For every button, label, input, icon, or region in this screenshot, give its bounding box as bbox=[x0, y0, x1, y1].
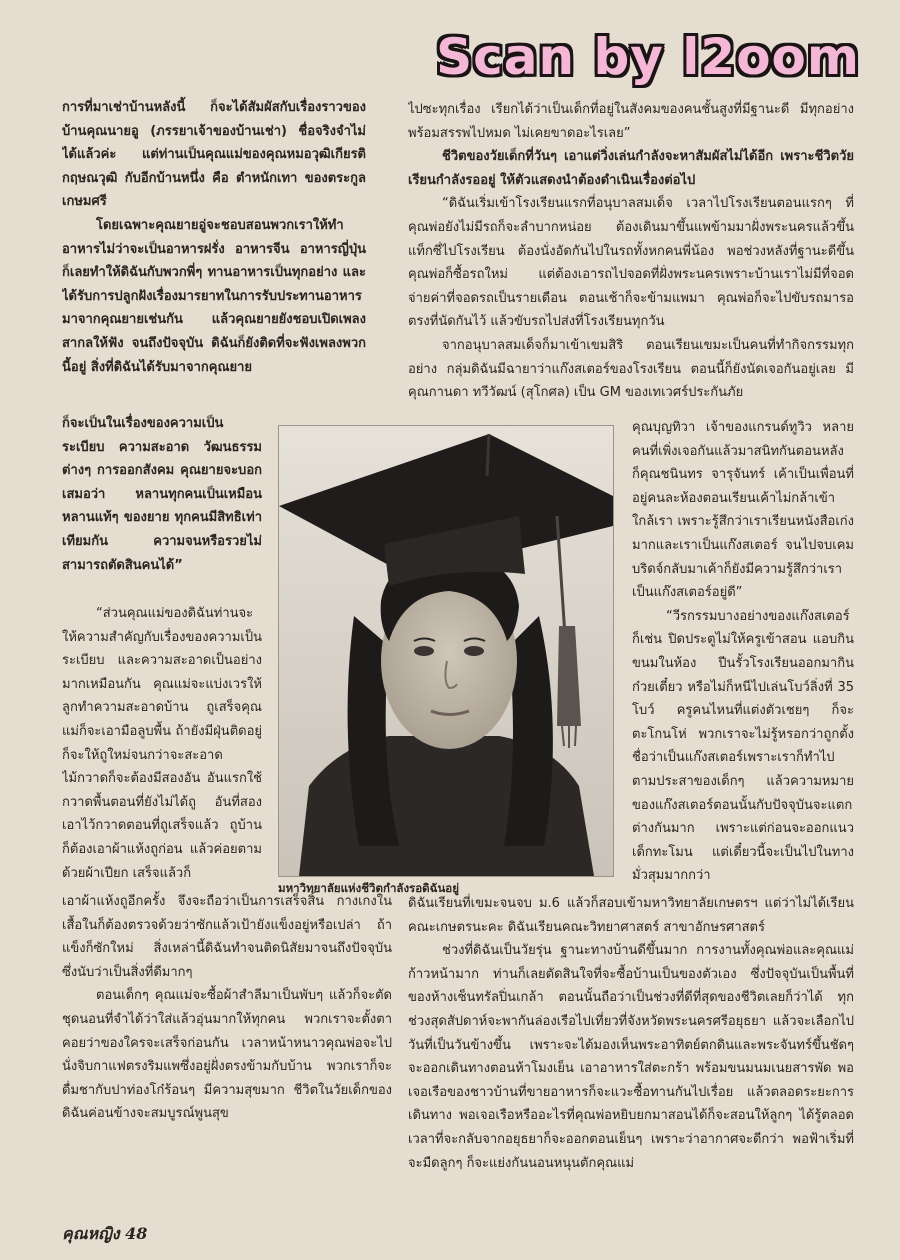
scan-watermark: Scan by l2oom bbox=[436, 28, 860, 86]
paragraph: ไปซะทุกเรื่อง เรียกได้ว่าเป็นเด็กที่อยู่ในสังคมของคนชั้นสูงที่มีฐานะดี มีทุกอย่างพร้อมสรรพไปหมด ไม่เคยขาดอะไรเลย” bbox=[408, 102, 854, 141]
paragraph: ตอนเด็กๆ คุณแม่จะซื้อผ้าสำลีมาเป็นพับๆ แล้วก็จะตัดชุดนอนที่จำได้ว่าใส่แล้วอุ่นมากให้ทุกคน พวกเราจะตั้งตาคอยว่าของใครจะเสร็จก่อนกัน เวลาหน้าหนาวคุณพ่อจะไปนั่งจิบกาแฟตรงริมแพซึ่งอยู่ฝั่งตรงข้ามกับบ้าน พวกเราก็จะดื่มชากับปาท่องโก๋ร้อนๆ มีความสุขมาก ชีวิตในวัยเด็กของดิฉันค่อนข้างจะสมบูรณ์พูนสุข bbox=[62, 988, 392, 1122]
left-column-lower bbox=[62, 602, 262, 898]
right-column-narrow bbox=[632, 416, 854, 902]
paragraph: คุณบุญทิวา เจ้าของแกรนด์ทูวิว หลายคนที่เพิ่งเจอกันแล้วมาสนิทกันตอนหลัง ก็คุณชนินทร จารุจันทร์ เค้าเป็นเพื่อนที่อยู่คนละห้องตอนเรียนเค้าไม่กล้าเข้าใกล้เรา เพราะรู้สึกว่าเราเรียนหนังสือเก่งมากและเราเป็นแก๊งสเตอร์ จนไปจบเคมบริดจ์กลับมาเค้าก็ยังมีความรู้สึกว่าเราเป็นแก๊งสเตอร์อยู่ดี” bbox=[632, 420, 854, 601]
graduation-photo bbox=[278, 425, 614, 877]
paragraph: ช่วงที่ดิฉันเป็นวัยรุ่น ฐานะทางบ้านดีขึ้นมาก การงานทั้งคุณพ่อและคุณแม่ก้าวหน้ามาก ท่านก็เลยตัดสินใจที่จะซื้อบ้านเป็นของตัวเอง ซึ่งปัจจุบันเป็นพื้นที่ของห้างเซ็นทรัลปิ่นเกล้า ตอนนั้นถือว่าเป็นช่วงที่ดีที่สุดของชีวิตเลยก็ว่าได้ ทุกช่วงสุดสัปดาห์จะพากันล่องเรือไปเที่ยวที่จังหวัดพระนครศรีอยุธยา แล้วจะเลือกไปวันที่เป็นวันข้างขึ้น เพราะจะได้มองเห็นพระอาทิตย์ตกดินและพระจันทร์ขึ้นชัดๆ จะออกเดินทางตอนห้าโมงเย็น เอาอาหารใส่ตะกร้า พร้อมขนมนมเนยสารพัด พอเจอเรือของชาวบ้านที่ขายอาหารก็จะแวะซื้อทานกันไปเรื่อย แล้วตลอดระยะการเดินทาง พอเจอเรือหรืออะไรที่คุณพ่อหยิบยกมาสอนได้ก็จะสอนให้ลูกๆ ได้รู้ตลอด เวลาที่จะกลับจากอยุธยาก็จะออกตอนเย็นๆ เพราะว่าอากาศจะดีกว่า พอฟ้าเริ่มที่จะมืดลูกๆ ก็จะแย่งกันนอนหนุนตักคุณแม่ bbox=[408, 943, 854, 1171]
paragraph: เอาผ้าแห้งถูอีกครั้ง จึงจะถือว่าเป็นการเสร็จสิ้น กางเกงในเสื้อในก็ต้องตรวจด้วยว่าซักแล้วเป้ายังแข็งอยู่หรือเปล่า ถ้าแข็งก็ซักใหม่ สิ่งเหล่านี้ดิฉันทำจนติดนิสัยมาจนถึงปัจจุบัน ซึ่งนับว่าเป็นสิ่งที่ดีมากๆ bbox=[62, 894, 392, 980]
left-column-narrow bbox=[62, 412, 262, 604]
paragraph: ชีวิตของวัยเด็กที่วันๆ เอาแต่วิ่งเล่นกำลังจะหาสัมผัสไม่ได้อีก เพราะชีวิตวัยเรียนกำลังรออยู่ ให้ตัวแสดงนำต้องดำเนินเรื่องต่อไป bbox=[408, 149, 854, 188]
paragraph: โดยเฉพาะคุณยายอู่จะชอบสอนพวกเราให้ทำอาหารไม่ว่าจะเป็นอาหารฝรั่ง อาหารจีน อาหารญี่ปุ่น ก็เลยทำให้ดิฉันกับพวกพี่ๆ ทานอาหารเป็นทุกอย่าง และได้รับการปลูกฝังเรื่องมารยาทในการรับประทานอาหารมาจากคุณยายเช่นกัน แล้วคุณยายยังชอบเปิดเพลงสากลให้ฟัง จนถึงปัจจุบัน ดิฉันก็ยังติดที่จะฟังเพลงพวกนี้อยู่ สิ่งที่ดิฉันได้รับมาจากคุณยาย bbox=[62, 217, 366, 375]
paragraph: จากอนุบาลสมเด็จก็มาเข้าเขมสิริ ตอนเรียนเขมะเป็นคนที่ทำกิจกรรมทุกอย่าง กลุ่มดิฉันมีฉายาว่าแก๊งสเตอร์ของโรงเรียน ตอนนี้ก็ยังนัดเจอกันอยู่เลย มีคุณกานดา ทวีวัฒน์ (สุโกศล) เป็น GM ของเทเวศร์ประกันภัย bbox=[408, 337, 854, 401]
paragraph: การที่มาเช่าบ้านหลังนี้ ก็จะได้สัมผัสกับเรื่องราวของบ้านคุณนายอู (ภรรยาเจ้าของบ้านเช่า) ชื่อจริงจำไม่ได้แล้วค่ะ แต่ท่านเป็นคุณแม่ของคุณหมอวุฒิเกียรติ กฤษณวุฒิ กับอีกบ้านหนึ่ง คือ ตำหนักเทา ของตระกูลเกษมศรี bbox=[62, 100, 366, 210]
right-column-top bbox=[408, 98, 854, 418]
left-column-top bbox=[62, 96, 366, 406]
paragraph: ดิฉันเรียนที่เขมะจนจบ ม.6 แล้วก็สอบเข้ามหาวิทยาลัยเกษตรฯ แต่ว่าไม่ได้เรียนคณะเกษตรนะคะ ดิฉันเรียนคณะวิทยาศาสตร์ สาขาอักษรศาสตร์ bbox=[408, 896, 854, 935]
paragraph: ก็จะเป็นในเรื่องของความเป็นระเบียบ ความสะอาด วัฒนธรรมต่างๆ การออกสังคม คุณยายจะบอกเสมอว่า หลานทุกคนเป็นเหมือนหลานแท้ๆ ของยาย ทุกคนมีสิทธิเท่าเทียมกัน ความจนหรือรวยไม่สามารถตัดสินคนได้” bbox=[62, 416, 262, 573]
bottom-right-column bbox=[408, 892, 854, 1208]
graduate-portrait-image bbox=[279, 426, 613, 876]
page-footer: คุณหญิง 48 bbox=[62, 1224, 148, 1243]
paragraph: “ดิฉันเริ่มเข้าโรงเรียนแรกที่อนุบาลสมเด็จ เวลาไปโรงเรียนตอนแรกๆ ที่คุณพ่อยังไม่มีรถก็จะลำบากหน่อย ต้องเดินมาขึ้นแพข้ามมาฝั่งพระนครแล้วขึ้นแท็กซี่ไปโรงเรียน ต้องนั่งอัดกันไปในรถทั้งหกคนพี่น้อง พอช่วงหลังที่ฐานะดีขึ้นคุณพ่อก็ซื้อรถใหม่ แต่ต้องเอารถไปจอดที่ฝั่งพระนครเพราะบ้านเราไม่มีที่จอด จ่ายค่าที่จอดรถเป็นรายเดือน ตอนเช้าก็จะข้ามแพมา คุณพ่อก็จะไปขับรถมารอตรงที่นัดกันไว้ แล้วขับรถไปส่งที่โรงเรียนทุกวัน bbox=[408, 196, 854, 330]
photo-caption: มหาวิทยาลัยแห่งชีวิตกำลังรอดิฉันอยู่ bbox=[278, 881, 459, 895]
paragraph: “วีรกรรมบางอย่างของแก๊งสเตอร์ ก็เช่น ปิดประตูไม่ให้ครูเข้าสอน แอบกินขนมในห้อง ปีนรั้วโรงเรียนออกมากินก๋วยเตี๋ยว หรือไม่ก็หนีไปเล่นโบว์ลิ่งที่ 35 โบว์ ครูคนไหนที่แต่งตัวเชยๆ ก็จะตะโกนโห่ พวกเราจะไม่รู้หรอกว่าถูกตั้งชื่อว่าเป็นแก๊งสเตอร์เพราะเราก็ทำไปตามประสาของเด็กๆ แล้วความหมายของแก๊งสเตอร์ตอนนั้นกับปัจจุบันจะแตกต่างกันมาก เพราะแต่ก่อนจะออกแนวเด็กทะโมน แต่เดี๋ยวนี้จะเป็นไปในทางมั่วสุมมากกว่า bbox=[632, 608, 854, 884]
paragraph: “ส่วนคุณแม่ของดิฉันท่านจะให้ความสำคัญกับเรื่องของความเป็นระเบียบ และความสะอาดเป็นอย่างมากเหมือนกัน คุณแม่จะแบ่งเวรให้ลูกทำความสะอาดบ้าน ถูเสร็จคุณแม่ก็จะเอามือลูบพื้น ถ้ายังมีฝุ่นติดอยู่ก็จะให้ถูใหม่จนกว่าจะสะอาด ไม้กวาดก็จะต้องมีสองอัน อันแรกใช้กวาดพื้นตอนที่ยังไม่ได้ถู อันที่สองเอาไว้กวาดตอนที่ถูเสร็จแล้ว ถูบ้านก็ต้องเอาผ้าแห้งถูก่อน แล้วค่อยตามด้วยผ้าเปียก เสร็จแล้วก็ bbox=[62, 606, 262, 881]
bottom-left-column bbox=[62, 890, 392, 1208]
